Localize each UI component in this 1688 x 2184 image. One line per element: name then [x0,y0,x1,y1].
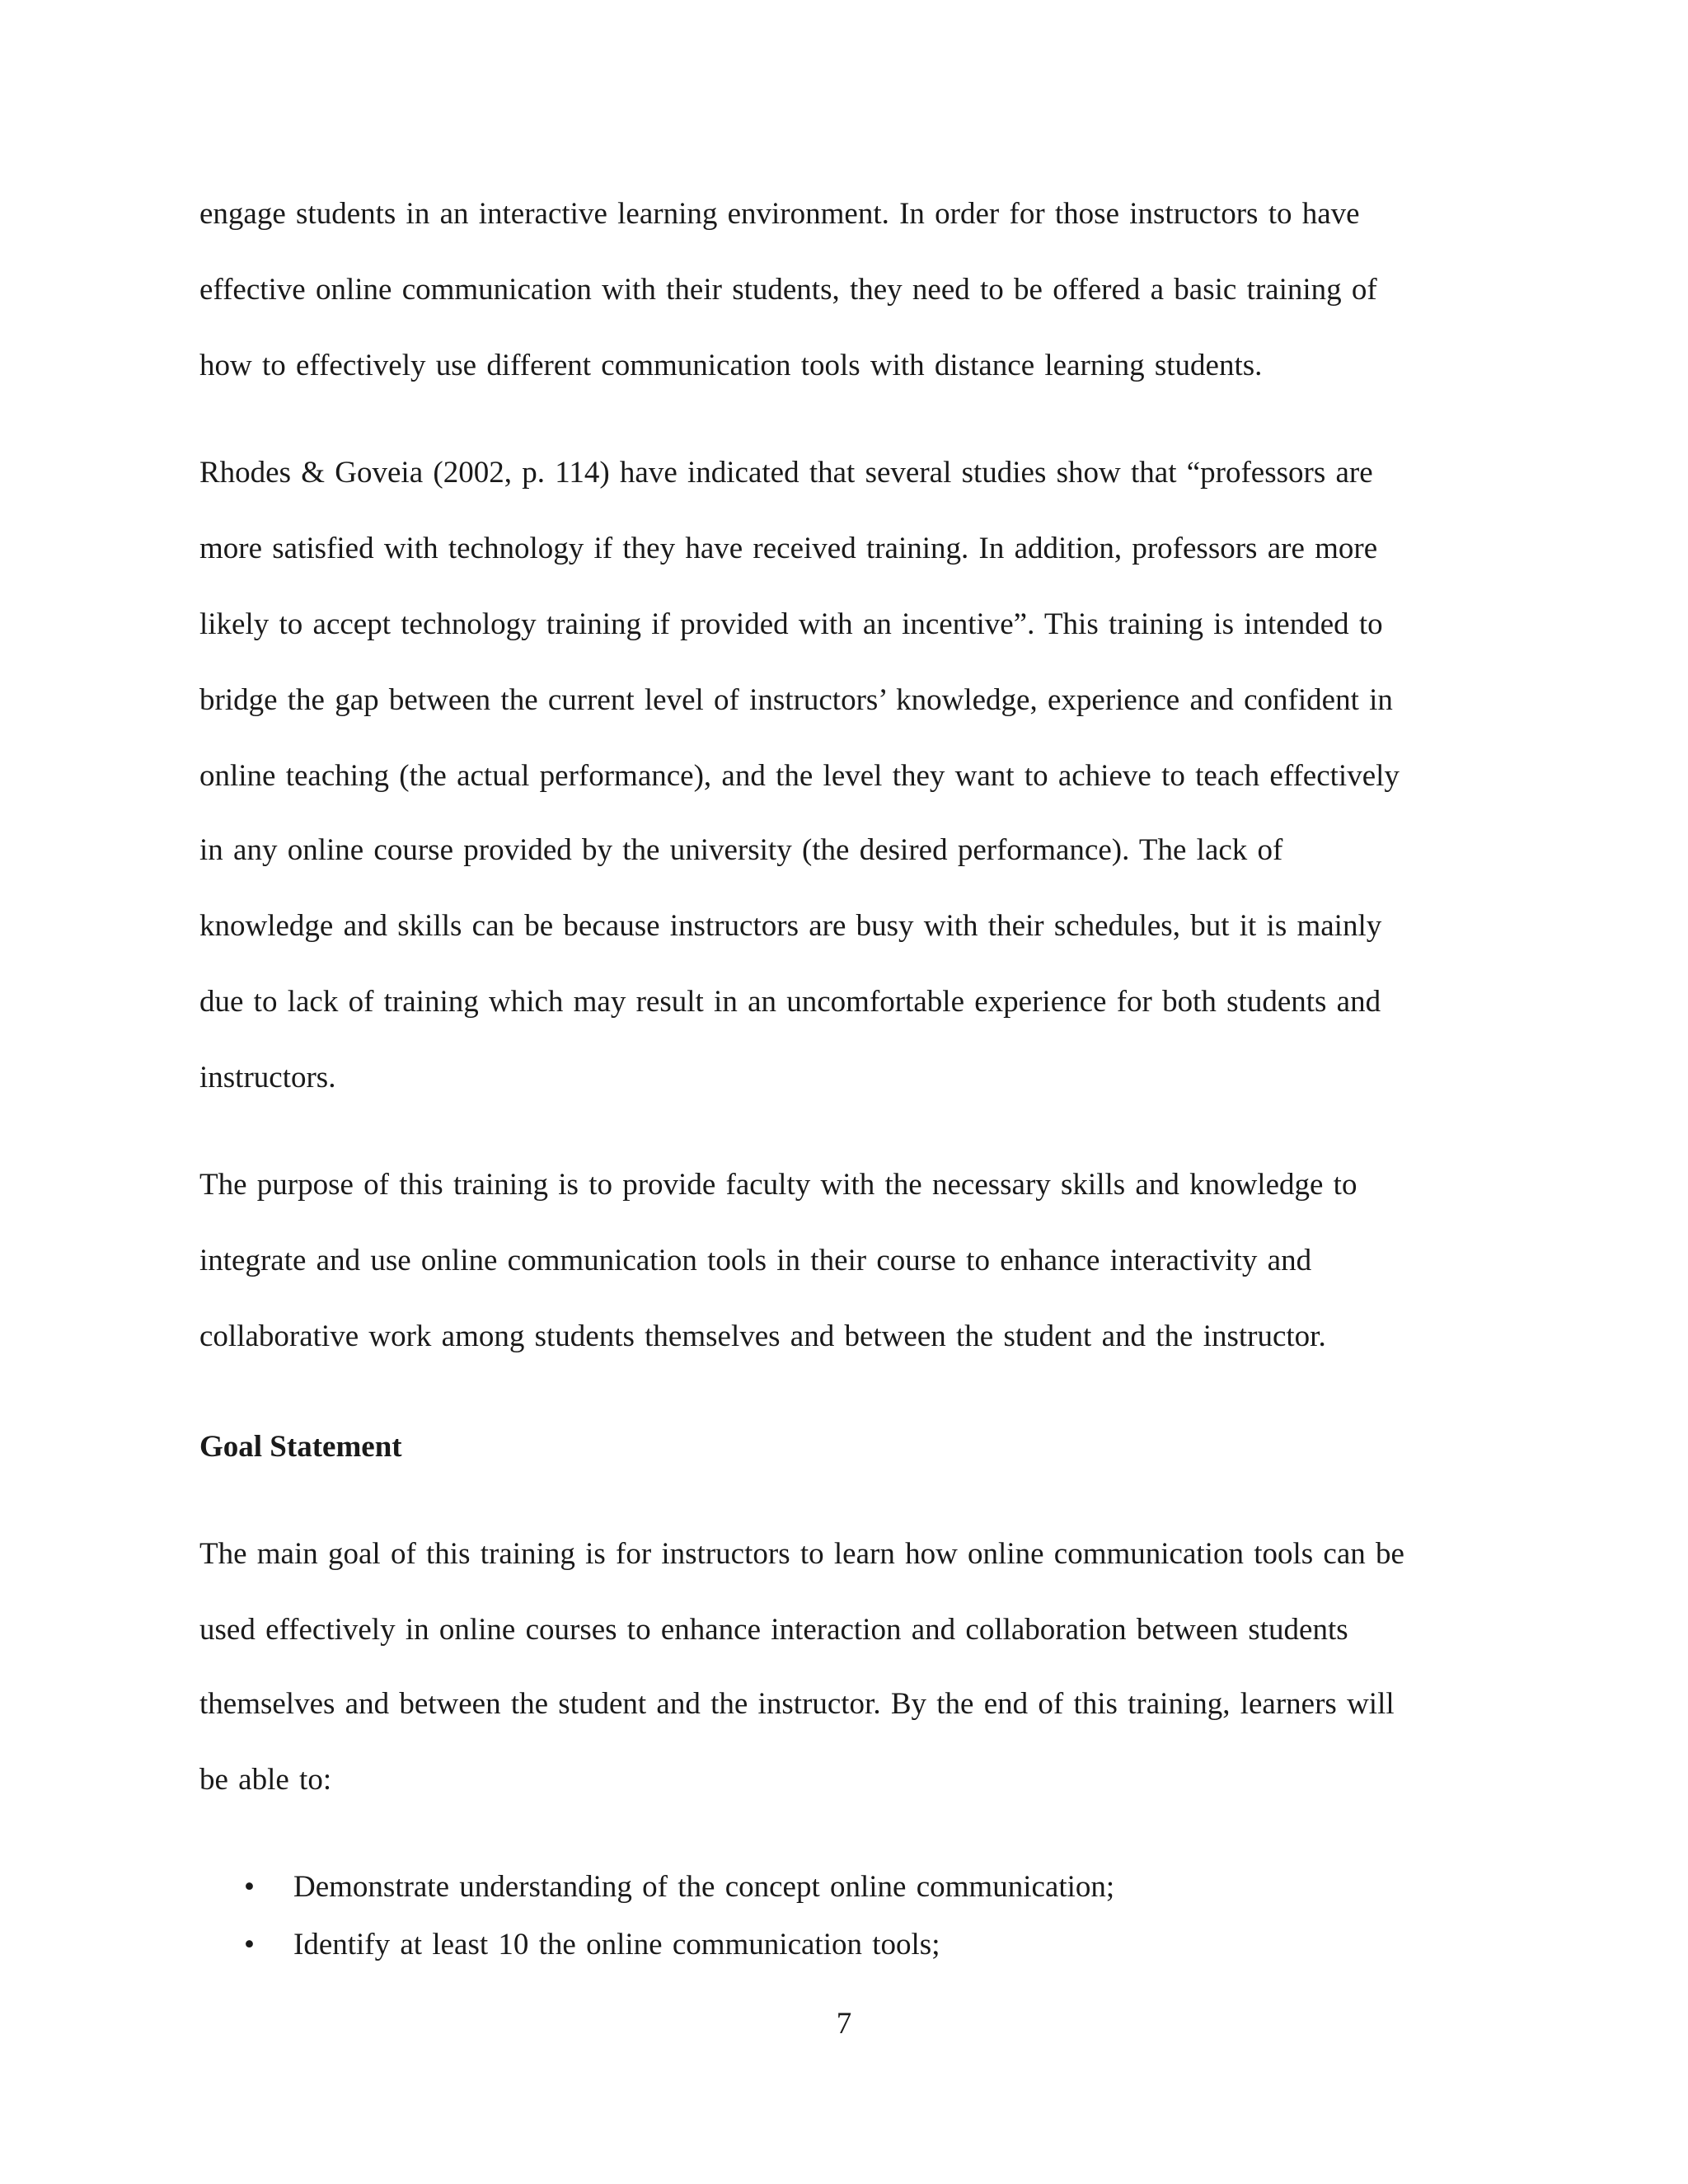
bullet-item-2: Identify at least 10 the online communication tools; [293,1928,940,1961]
bullet-marker: • [244,1870,255,1904]
paragraph-1-line-2: effective online communication with their students, they need to be offered a basic training of [199,273,1377,307]
paragraph-1-line-3: how to effectively use different communication tools with distance learning students. [199,349,1263,382]
paragraph-3-line-3: collaborative work among students themselves and between the student and the instructor. [199,1319,1326,1353]
paragraph-2-line-5: online teaching (the actual performance), and the level they want to achieve to teach effectively [199,759,1400,793]
paragraph-2-line-6: in any online course provided by the university (the desired performance). The lack of [199,833,1283,867]
paragraph-2-line-8: due to lack of training which may result in an uncomfortable experience for both students and [199,985,1381,1019]
paragraph-3-line-2: integrate and use online communication tools in their course to enhance interactivity and [199,1244,1312,1277]
paragraph-2-line-4: bridge the gap between the current level of instructors’ knowledge, experience and confident in [199,683,1393,717]
section-heading: Goal Statement [199,1430,402,1464]
paragraph-4-line-3: themselves and between the student and the instructor. By the end of this training, learners will [199,1687,1395,1721]
paragraph-2-line-3: likely to accept technology training if provided with an incentive”. This training is intended to [199,607,1383,641]
paragraph-2-line-7: knowledge and skills can be because instructors are busy with their schedules, but it is mainly [199,909,1382,943]
paragraph-4-line-1: The main goal of this training is for instructors to learn how online communication tools can be [199,1537,1404,1571]
paragraph-2-line-2: more satisfied with technology if they have received training. In addition, professors are more [199,532,1378,565]
paragraph-2-line-1: Rhodes & Goveia (2002, p. 114) have indicated that several studies show that “professors are [199,456,1373,490]
paragraph-4-line-4: be able to: [199,1763,332,1797]
bullet-item-1: Demonstrate understanding of the concept online communication; [293,1870,1115,1904]
paragraph-3-line-1: The purpose of this training is to provide faculty with the necessary skills and knowledge to [199,1168,1357,1202]
paragraph-4-line-2: used effectively in online courses to enhance interaction and collaboration between students [199,1613,1348,1647]
paragraph-2-line-9: instructors. [199,1061,336,1094]
page-number: 7 [836,2007,852,2041]
paragraph-1-line-1: engage students in an interactive learning environment. In order for those instructors to have [199,197,1360,231]
bullet-marker: • [244,1928,255,1961]
